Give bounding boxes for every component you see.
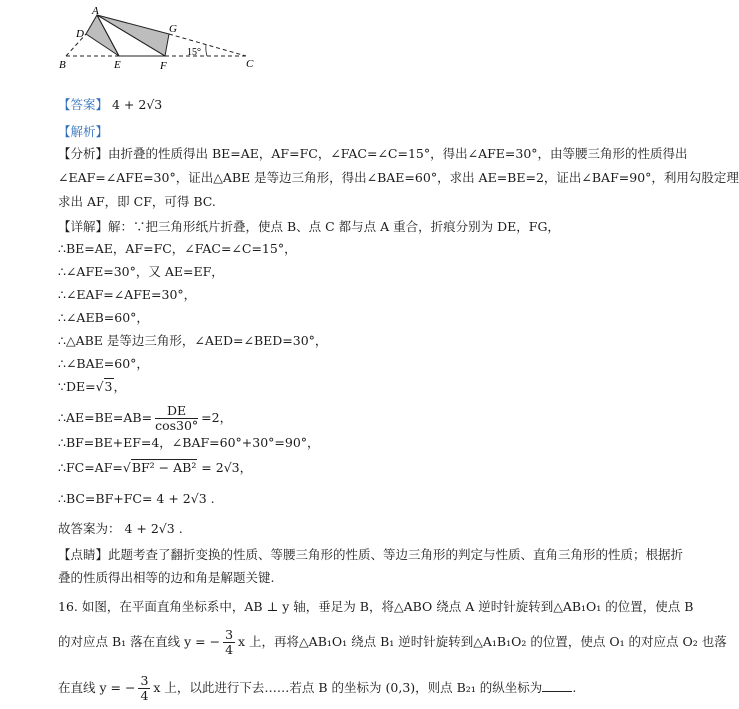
dianjing-line-1: 【点睛】此题考查了翻折变换的性质、等腰三角形的性质、等边三角形的判定与性质、直角三角形的性质；根据折 — [58, 547, 684, 562]
q16-line3-c: . — [572, 680, 577, 695]
xiangjie-line-7: ∴∠BAE=60°， — [58, 356, 149, 371]
answer-value: 4 + 2√3 — [112, 97, 163, 112]
label-angle: 15° — [187, 47, 201, 58]
bf-line: ∴BF=BE+EF=4，∠BAF=60°+30°=90°， — [58, 435, 320, 450]
xiangjie-line-3: ∴∠AFE=30°，又 AE=EF， — [58, 264, 224, 279]
triangle-folding-figure — [56, 4, 266, 74]
xiangjie-line-1: 【详解】解：∵把三角形纸片折叠，使点 B、点 C 都与点 A 重合，折痕分别为 DE，FG， — [58, 219, 560, 234]
q16-line3-b: x 上，以此进行下去……若点 B 的坐标为 (0,3)，则点 B₂₁ 的纵坐标为 — [153, 680, 543, 695]
ae-fraction — [155, 404, 198, 433]
q16-line2-a: 的对应点 B₁ 落在直线 y = − — [58, 634, 221, 649]
q16-fraction-2 — [138, 674, 150, 703]
q16-line-2 — [58, 628, 727, 657]
label-d: D — [76, 28, 84, 40]
xiangjie-line-5: ∴∠AEB=60°， — [58, 310, 149, 325]
q16-line-1: 16. 如图，在平面直角坐标系中，AB ⊥ y 轴，垂足为 B，将△ABO 绕点 A 逆时针旋转到△AB₁O₁ 的位置，使点 B — [58, 599, 694, 614]
ae-fraction-den: cos30° — [155, 418, 199, 433]
label-c: C — [246, 58, 254, 70]
sqrt-sign: √ — [95, 379, 104, 394]
answer-tag: 【答案】 — [58, 97, 109, 112]
ae-prefix: ∴AE=BE=AB= — [58, 410, 153, 425]
q16-fraction-1 — [223, 628, 235, 657]
fc-sqrt-value: BF² − AB² — [131, 460, 197, 475]
de-line — [58, 379, 126, 395]
label-g: G — [169, 23, 177, 35]
xiangjie-line-6: ∴△ABE 是等边三角形，∠AED=∠BED=30°， — [58, 333, 328, 348]
q16-frac1-den: 4 — [225, 642, 234, 657]
sqrt-sign: √ — [122, 460, 131, 475]
de-sqrt-value: 3 — [104, 379, 113, 394]
q16-frac2-num: 3 — [140, 673, 149, 688]
answer-line — [58, 97, 162, 113]
fenxi-line-2: ∠EAF=∠AFE=30°，证出△ABE 是等边三角形，得出∠BAE=60°，求出 AE=BE=2，证出∠BAF=90°，利用勾股定理 — [58, 170, 739, 185]
ae-fraction-num: DE — [155, 404, 198, 419]
xiangjie-line-4: ∴∠EAF=∠AFE=30°， — [58, 287, 197, 302]
q16-line2-b: x 上，再将△AB₁O₁ 绕点 B₁ 逆时针旋转到△A₁B₁O₂ 的位置，使点 O₁ 的对应点 O₂ 也落 — [238, 634, 727, 649]
label-e: E — [114, 59, 121, 71]
label-a: A — [92, 5, 99, 17]
q16-frac1-num: 3 — [225, 627, 234, 642]
dianjing-line-2: 叠的性质得出相等的边和角是解题关键. — [58, 570, 275, 585]
label-b: B — [59, 59, 66, 71]
de-prefix: ∵DE= — [58, 379, 96, 394]
fc-suffix: = 2√3， — [197, 460, 253, 475]
q16-line3-a: 在直线 y = − — [58, 680, 136, 695]
analysis-tag: 【解析】 — [58, 124, 109, 139]
q16-line-3 — [58, 674, 576, 703]
de-suffix: ， — [113, 379, 127, 394]
final-answer: 故答案为： 4 + 2√3 . — [58, 521, 183, 536]
fenxi-line-3: 求出 AF，即 CF，可得 BC. — [58, 194, 216, 209]
ae-line — [58, 404, 232, 433]
fc-prefix: ∴FC=AF= — [58, 460, 123, 475]
q16-frac2-den: 4 — [140, 688, 149, 703]
fc-line — [58, 460, 252, 476]
bc-line: ∴BC=BF+FC= 4 + 2√3 . — [58, 491, 215, 506]
answer-blank[interactable] — [542, 691, 572, 692]
ae-suffix: =2， — [201, 410, 233, 425]
xiangjie-line-2: ∴BE=AE，AF=FC，∠FAC=∠C=15°， — [58, 241, 297, 256]
fenxi-line-1: 【分析】由折叠的性质得出 BE=AE，AF=FC，∠FAC=∠C=15°，得出∠AFE=30°，由等腰三角形的性质得出 — [58, 146, 688, 161]
label-f: F — [160, 60, 167, 72]
